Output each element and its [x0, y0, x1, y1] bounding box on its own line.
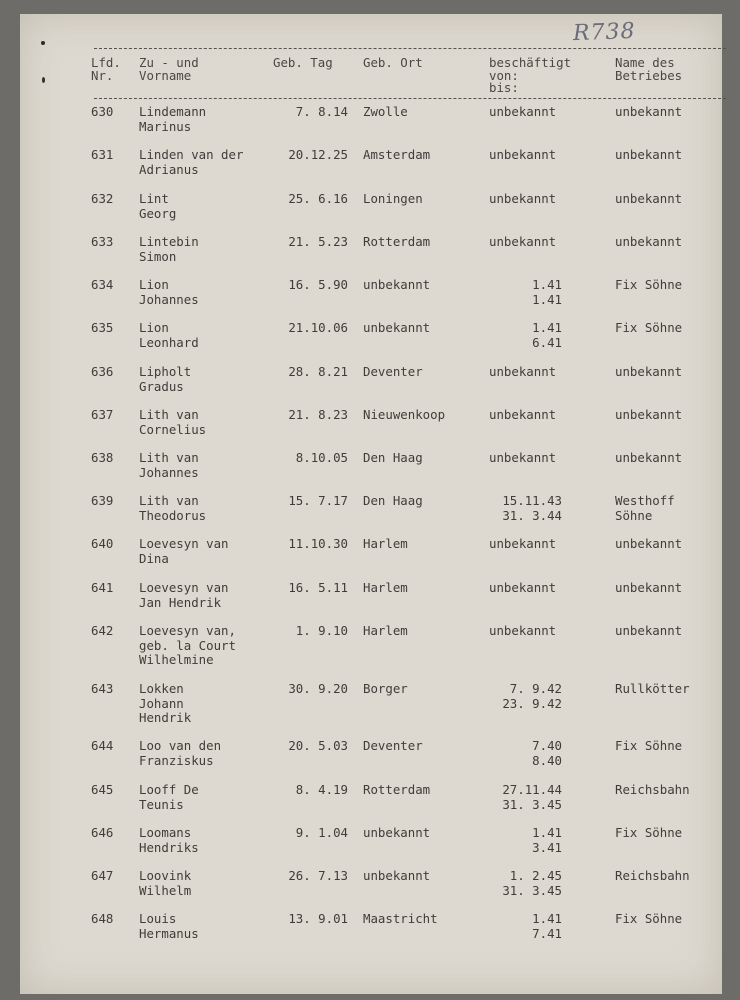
row-birth-date: 16. 5.90 [288, 277, 348, 292]
row-employment: unbekannt [489, 147, 557, 162]
row-name: Lokken Johann Hendrik [139, 681, 192, 726]
row-birth-place: Harlem [363, 536, 408, 551]
row-name: Lith van Johannes [139, 450, 199, 480]
header-name: Zu - und Vorname [139, 55, 199, 83]
row-birth-place: Den Haag [363, 493, 423, 508]
row-birth-date: 8.10.05 [295, 450, 348, 465]
row-birth-date: 26. 7.13 [288, 868, 348, 883]
row-firm: unbekannt [615, 623, 683, 638]
punch-mark-lower [42, 77, 45, 83]
archive-stamp: R738 [572, 18, 636, 47]
row-employment: 1.41 3.41 [532, 825, 562, 855]
row-name: Lint Georg [139, 191, 177, 221]
row-firm: Fix Söhne [615, 825, 683, 840]
row-firm: Fix Söhne [615, 738, 683, 753]
row-number: 630 [91, 104, 114, 119]
header-geb-ort: Geb. Ort [363, 55, 423, 70]
row-birth-date: 28. 8.21 [288, 364, 348, 379]
row-employment: 15.11.43 31. 3.44 [502, 493, 562, 523]
row-employment: 1.41 6.41 [532, 320, 562, 350]
row-name: Loovink Wilhelm [139, 868, 192, 898]
row-birth-date: 20.12.25 [288, 147, 348, 162]
row-name: Loevesyn van, geb. la Court Wilhelmine [139, 623, 236, 668]
row-employment: unbekannt [489, 407, 557, 422]
row-birth-place: Deventer [363, 364, 423, 379]
row-employment: unbekannt [489, 450, 557, 465]
row-birth-place: Nieuwenkoop [363, 407, 446, 422]
row-number: 640 [91, 536, 114, 551]
row-birth-place: Den Haag [363, 450, 423, 465]
row-employment: unbekannt [489, 580, 557, 595]
row-birth-date: 15. 7.17 [288, 493, 348, 508]
row-firm: unbekannt [615, 104, 683, 119]
header-beschaeftigt: beschäftigt von: bis: [489, 55, 572, 96]
row-birth-place: unbekannt [363, 320, 431, 335]
row-number: 642 [91, 623, 114, 638]
row-name: Loomans Hendriks [139, 825, 199, 855]
row-birth-date: 7. 8.14 [295, 104, 348, 119]
row-name: Linden van der Adrianus [139, 147, 244, 177]
row-firm: Fix Söhne [615, 277, 683, 292]
row-birth-date: 21. 5.23 [288, 234, 348, 249]
header-rule-bottom [94, 98, 726, 99]
row-firm: unbekannt [615, 580, 683, 595]
row-name: Looff De Teunis [139, 782, 199, 812]
row-firm: unbekannt [615, 191, 683, 206]
row-birth-date: 8. 4.19 [295, 782, 348, 797]
row-number: 637 [91, 407, 114, 422]
header-rule-top [94, 48, 726, 49]
row-number: 644 [91, 738, 114, 753]
row-name: Lion Johannes [139, 277, 199, 307]
row-birth-place: Rotterdam [363, 234, 431, 249]
row-firm: Rullkötter [615, 681, 690, 696]
row-birth-place: Rotterdam [363, 782, 431, 797]
punch-mark-top [41, 41, 45, 45]
document-page [20, 14, 722, 994]
header-nr: Lfd. Nr. [91, 55, 121, 83]
row-number: 636 [91, 364, 114, 379]
row-birth-date: 20. 5.03 [288, 738, 348, 753]
row-birth-place: Deventer [363, 738, 423, 753]
row-name: Lith van Theodorus [139, 493, 207, 523]
row-birth-place: Borger [363, 681, 408, 696]
row-birth-date: 25. 6.16 [288, 191, 348, 206]
row-name: Loevesyn van Jan Hendrik [139, 580, 229, 610]
row-number: 638 [91, 450, 114, 465]
row-employment: unbekannt [489, 364, 557, 379]
row-firm: Fix Söhne [615, 911, 683, 926]
row-birth-place: Amsterdam [363, 147, 431, 162]
row-birth-date: 21. 8.23 [288, 407, 348, 422]
row-birth-date: 11.10.30 [288, 536, 348, 551]
row-employment: unbekannt [489, 104, 557, 119]
row-firm: Reichsbahn [615, 868, 690, 883]
row-employment: 7. 9.42 23. 9.42 [502, 681, 562, 711]
row-firm: unbekannt [615, 234, 683, 249]
row-employment: 1.41 1.41 [532, 277, 562, 307]
row-birth-date: 13. 9.01 [288, 911, 348, 926]
row-birth-place: unbekannt [363, 868, 431, 883]
row-number: 645 [91, 782, 114, 797]
row-birth-place: Harlem [363, 580, 408, 595]
row-number: 633 [91, 234, 114, 249]
row-firm: unbekannt [615, 364, 683, 379]
row-name: Louis Hermanus [139, 911, 199, 941]
row-birth-date: 1. 9.10 [295, 623, 348, 638]
row-employment: unbekannt [489, 623, 557, 638]
row-firm: Westhoff Söhne [615, 493, 675, 523]
row-birth-date: 16. 5.11 [288, 580, 348, 595]
row-birth-place: unbekannt [363, 825, 431, 840]
row-birth-place: Zwolle [363, 104, 408, 119]
row-birth-place: unbekannt [363, 277, 431, 292]
row-number: 632 [91, 191, 114, 206]
row-number: 639 [91, 493, 114, 508]
row-number: 647 [91, 868, 114, 883]
row-firm: unbekannt [615, 450, 683, 465]
row-birth-date: 9. 1.04 [295, 825, 348, 840]
row-name: Lipholt Gradus [139, 364, 192, 394]
header-betrieb: Name des Betriebes [615, 55, 683, 83]
row-number: 641 [91, 580, 114, 595]
row-name: Loevesyn van Dina [139, 536, 229, 566]
row-employment: 7.40 8.40 [532, 738, 562, 768]
row-number: 648 [91, 911, 114, 926]
row-employment: unbekannt [489, 536, 557, 551]
row-number: 635 [91, 320, 114, 335]
row-employment: unbekannt [489, 191, 557, 206]
row-number: 643 [91, 681, 114, 696]
row-name: Lith van Cornelius [139, 407, 207, 437]
row-employment: 1. 2.45 31. 3.45 [502, 868, 562, 898]
row-employment: unbekannt [489, 234, 557, 249]
row-name: Loo van den Franziskus [139, 738, 222, 768]
row-employment: 27.11.44 31. 3.45 [502, 782, 562, 812]
row-name: Lintebin Simon [139, 234, 199, 264]
row-birth-place: Harlem [363, 623, 408, 638]
header-geb-tag: Geb. Tag [273, 55, 333, 70]
row-firm: unbekannt [615, 147, 683, 162]
row-birth-place: Maastricht [363, 911, 438, 926]
row-number: 646 [91, 825, 114, 840]
row-firm: Reichsbahn [615, 782, 690, 797]
row-employment: 1.41 7.41 [532, 911, 562, 941]
row-number: 631 [91, 147, 114, 162]
row-name: Lindemann Marinus [139, 104, 207, 134]
row-birth-date: 21.10.06 [288, 320, 348, 335]
row-firm: Fix Söhne [615, 320, 683, 335]
row-number: 634 [91, 277, 114, 292]
row-birth-place: Loningen [363, 191, 423, 206]
row-birth-date: 30. 9.20 [288, 681, 348, 696]
row-firm: unbekannt [615, 407, 683, 422]
row-firm: unbekannt [615, 536, 683, 551]
row-name: Lion Leonhard [139, 320, 199, 350]
